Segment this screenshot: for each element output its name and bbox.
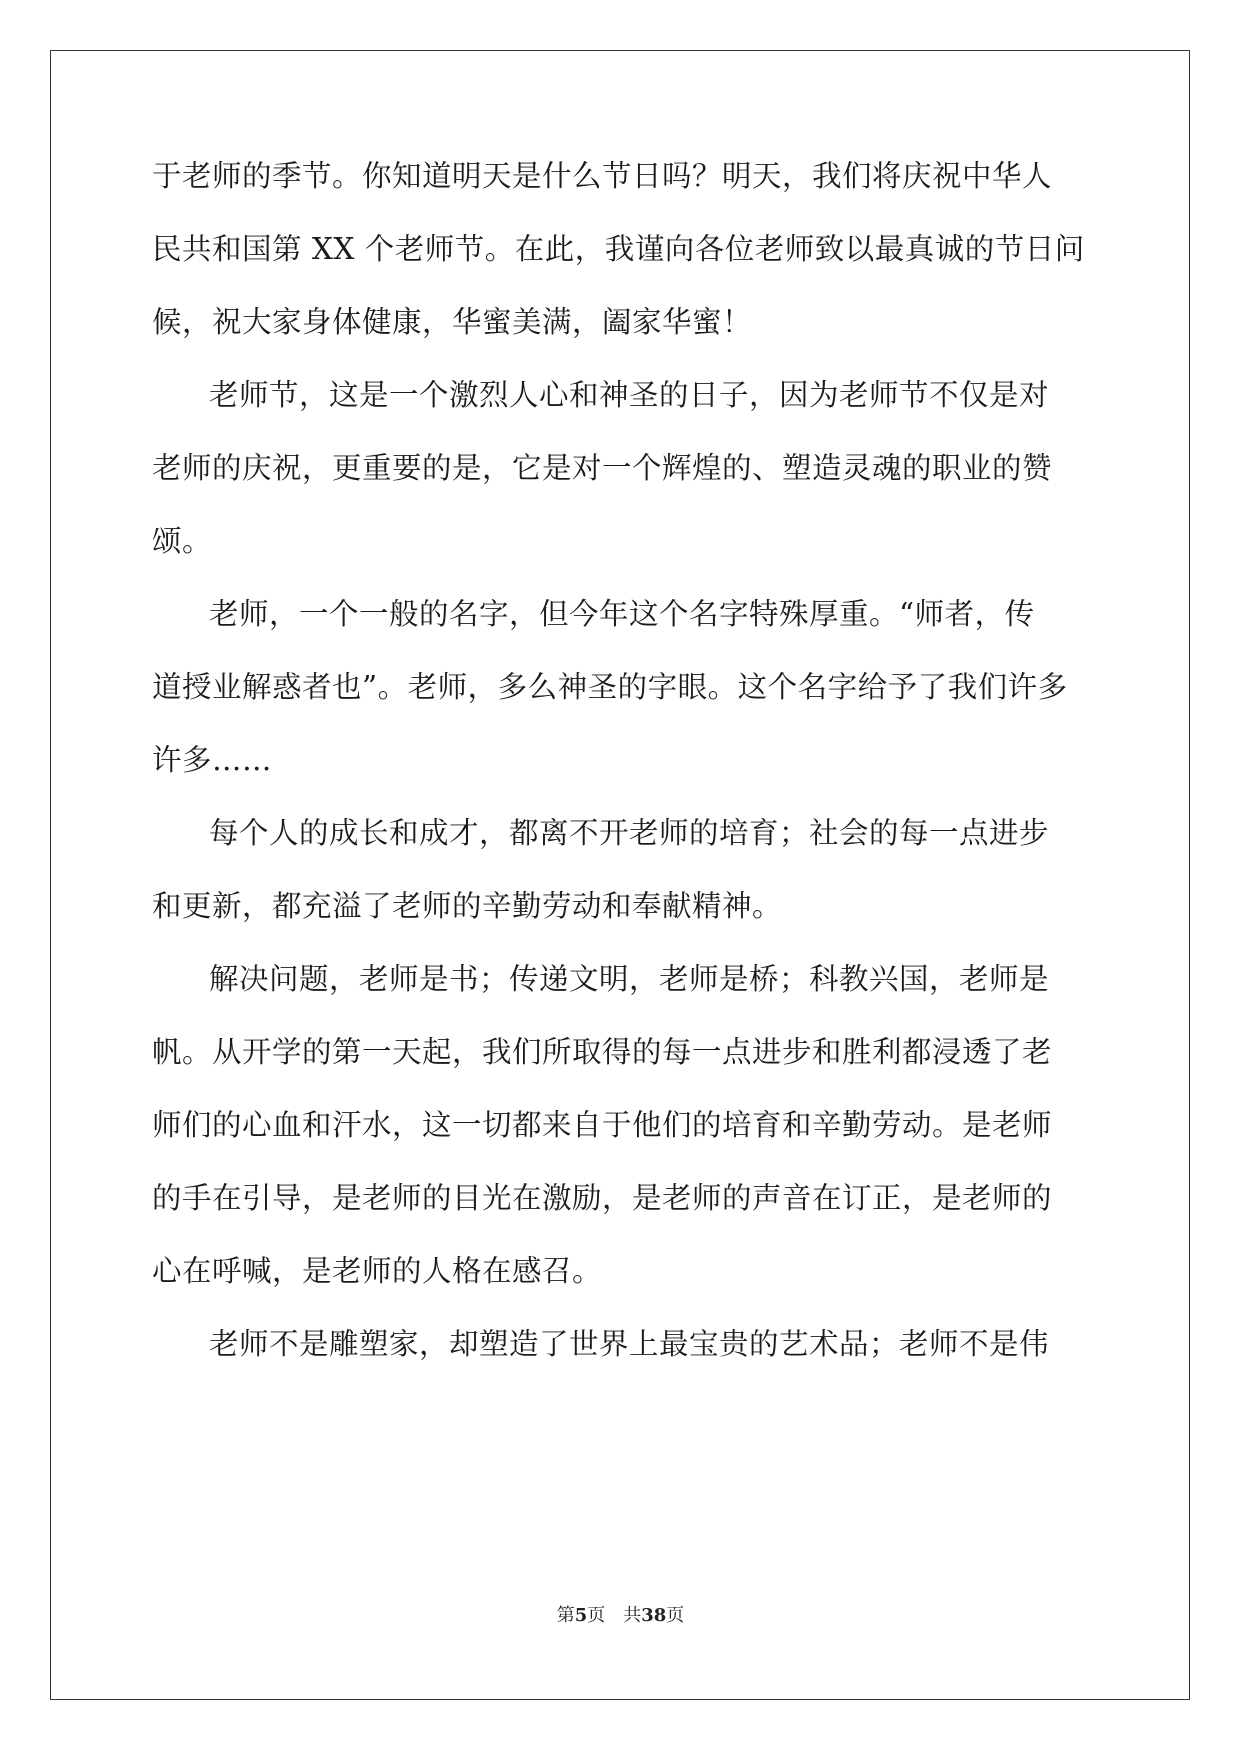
- text-line: 和更新，都充溢了老师的辛勤劳动和奉献精神。: [152, 889, 783, 923]
- page-border: [50, 50, 1190, 1700]
- text-line: 许多……: [152, 743, 273, 777]
- total-prefix: 共: [623, 1605, 642, 1626]
- text-line: 民共和国第 XX 个老师节。在此，我谨向各位老师致以最真诚的节日问: [152, 232, 1085, 266]
- text-line: 于老师的季节。你知道明天是什么节日吗？明天，我们将庆祝中华人: [152, 159, 1053, 193]
- text-line: 道授业解惑者也”。老师，多么神圣的字眼。这个名字给予了我们许多: [152, 670, 1068, 704]
- text-line: 帆。从开学的第一天起，我们所取得的每一点进步和胜利都浸透了老: [152, 1035, 1053, 1069]
- page-footer: [0, 1604, 1241, 1628]
- text-line: 颂。: [152, 524, 213, 558]
- page-prefix: 第: [556, 1605, 575, 1626]
- text-line: 老师的庆祝，更重要的是，它是对一个辉煌的、塑造灵魂的职业的赞: [152, 451, 1053, 485]
- text-line: 心在呼喊，是老师的人格在感召。: [152, 1254, 603, 1288]
- text-line: 候，祝大家身体健康，华蜜美满，阖家华蜜！: [152, 305, 753, 339]
- total-suffix: 页: [666, 1605, 685, 1626]
- paragraph-first-line: 老师不是雕塑家，却塑造了世界上最宝贵的艺术品；老师不是伟: [209, 1327, 1050, 1361]
- paragraph-first-line: 老师节，这是一个激烈人心和神圣的日子，因为老师节不仅是对: [209, 378, 1050, 412]
- page-suffix: 页: [587, 1605, 606, 1626]
- total-pages: 38: [641, 1605, 667, 1626]
- paragraph-first-line: 每个人的成长和成才，都离不开老师的培育；社会的每一点进步: [209, 816, 1050, 850]
- paragraph-first-line: 老师，一个一般的名字，但今年这个名字特殊厚重。“师者，传: [209, 597, 1035, 631]
- text-line: 师们的心血和汗水，这一切都来自于他们的培育和辛勤劳动。是老师: [152, 1108, 1053, 1142]
- text-line: 的手在引导，是老师的目光在激励，是老师的声音在订正，是老师的: [152, 1181, 1053, 1215]
- page-number: 5: [574, 1605, 588, 1626]
- paragraph-first-line: 解决问题，老师是书；传递文明，老师是桥；科教兴国，老师是: [209, 962, 1050, 996]
